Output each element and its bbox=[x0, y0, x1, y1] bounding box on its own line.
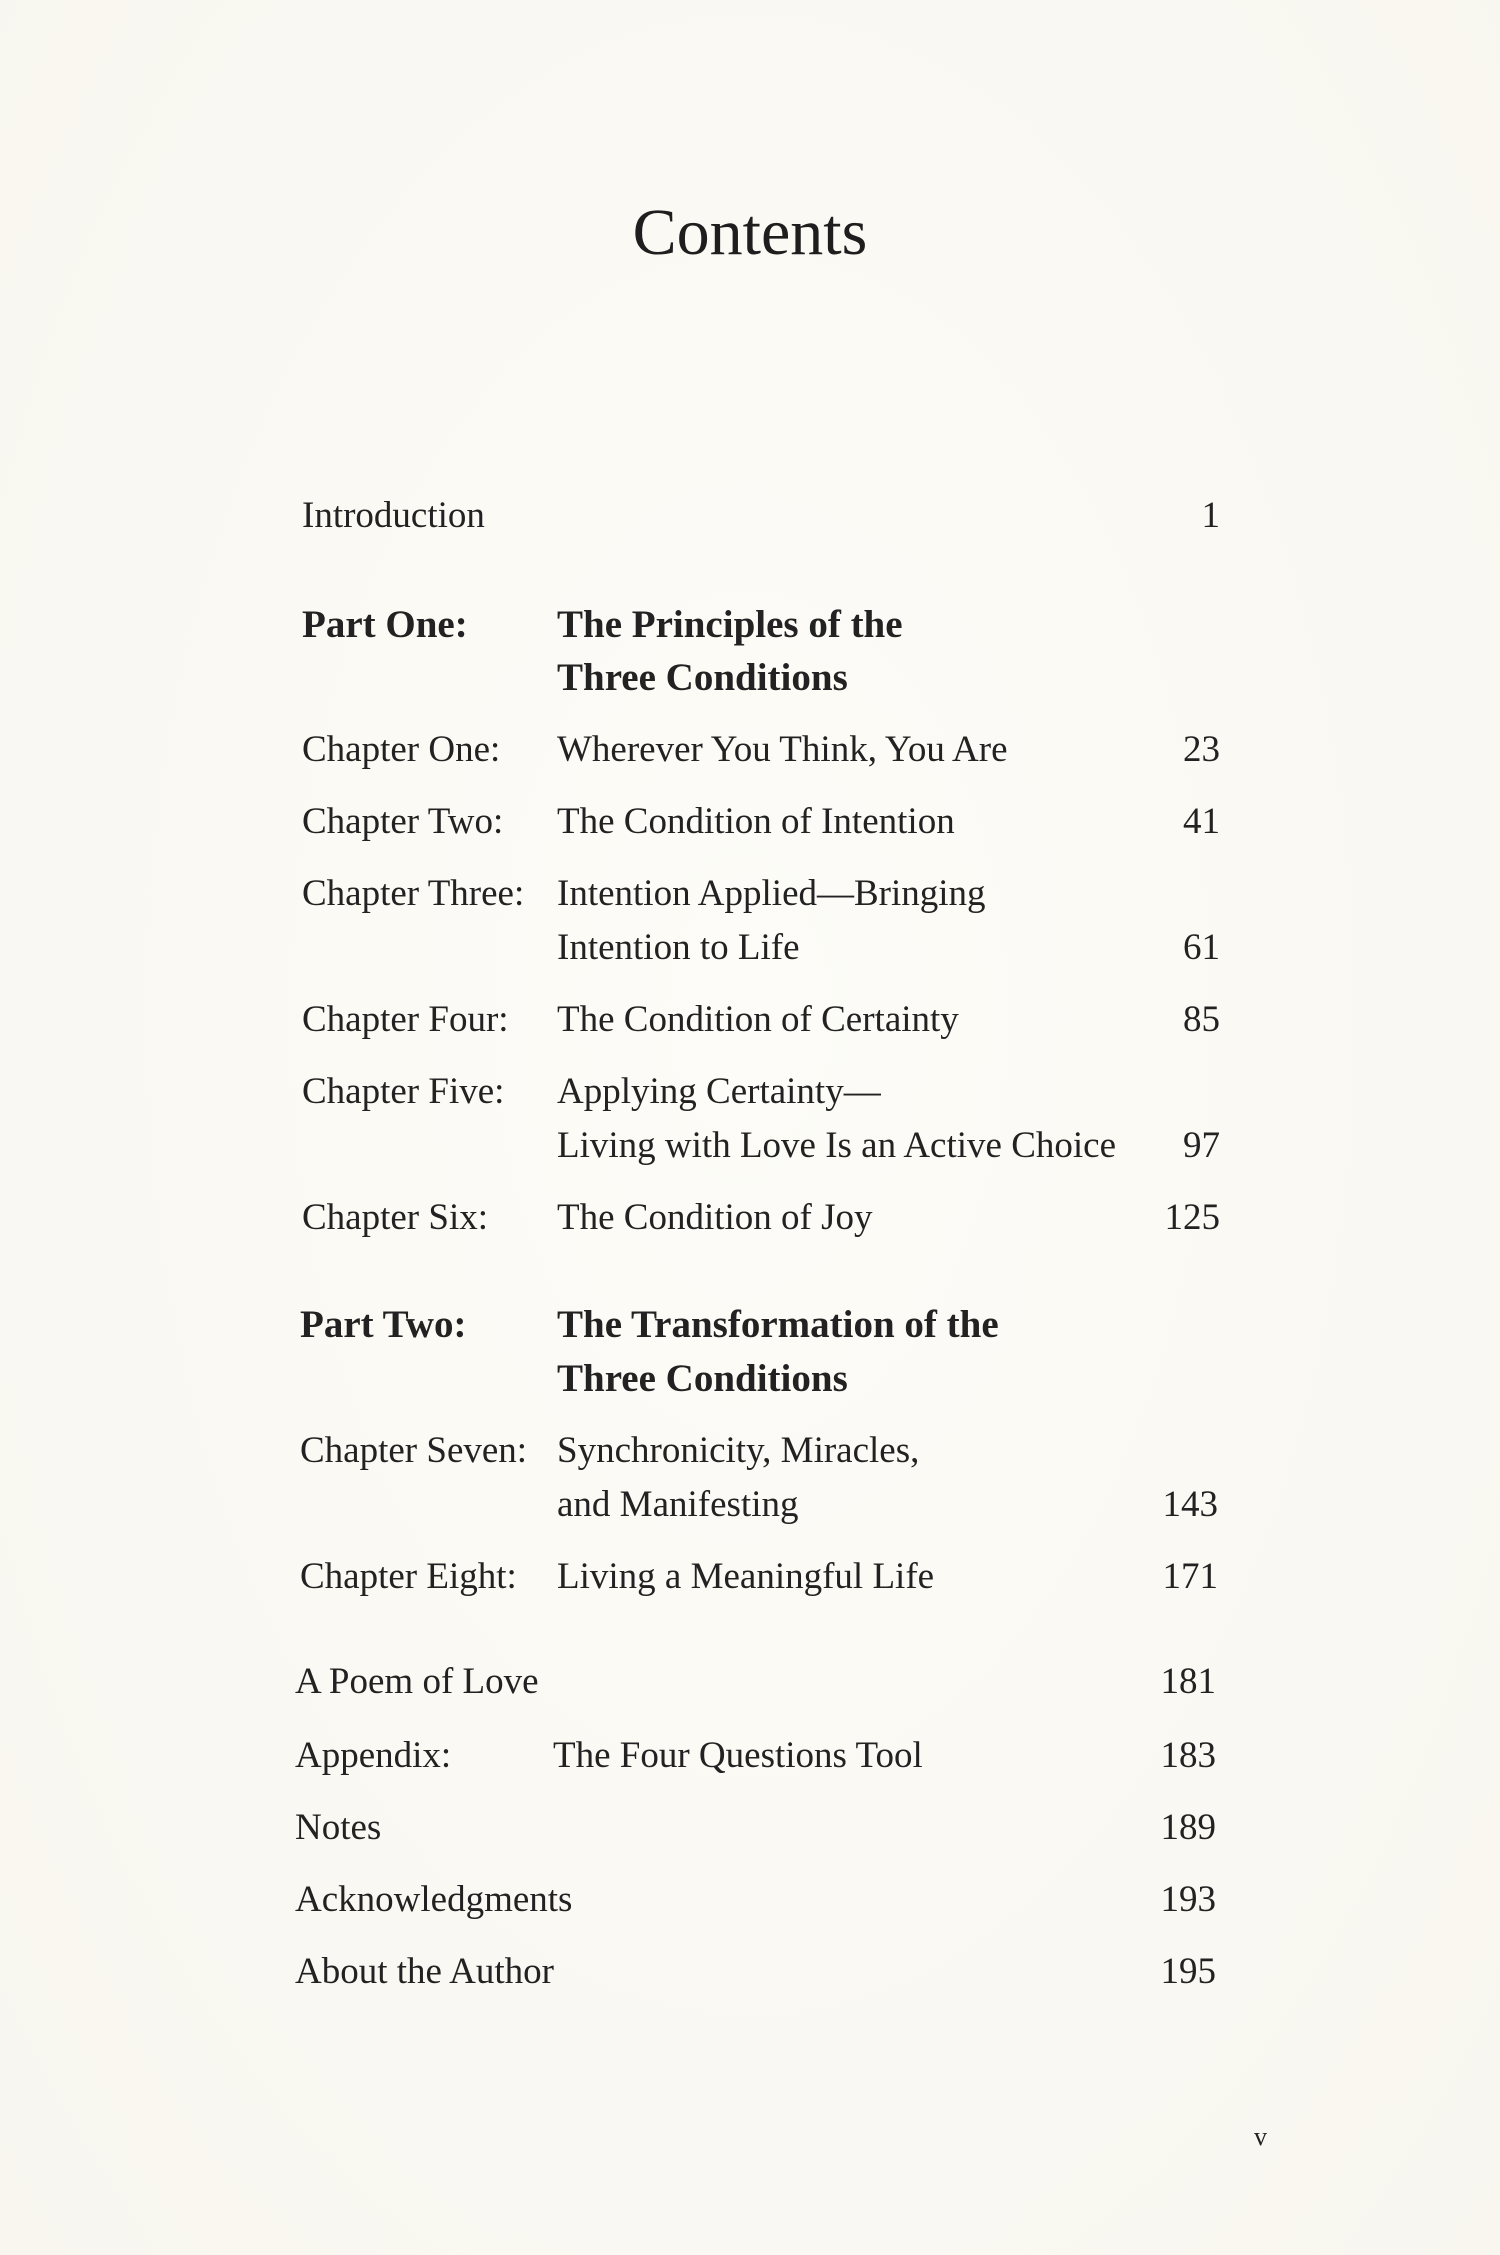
part-label: Part Two: bbox=[300, 1303, 467, 1346]
part-label: Part One: bbox=[302, 603, 468, 646]
folio-page-number: v bbox=[1254, 2122, 1267, 2151]
entry-title: The Four Questions Tool bbox=[553, 1735, 923, 1776]
entry-label: Chapter Eight: bbox=[300, 1556, 517, 1597]
part-title-line1: The Transformation of the bbox=[557, 1303, 999, 1346]
entry-title-line2: Intention to Life bbox=[557, 927, 800, 968]
entry-label: Appendix: bbox=[295, 1735, 452, 1776]
page-number: 189 bbox=[1160, 1807, 1216, 1848]
page-title: Contents bbox=[632, 196, 868, 269]
entry-title-line1: Intention Applied—Bringing bbox=[557, 873, 986, 914]
entry-label: Chapter Three: bbox=[302, 873, 525, 914]
page-number: 125 bbox=[1164, 1197, 1220, 1238]
page-number: 181 bbox=[1160, 1661, 1216, 1702]
entry-title: The Condition of Joy bbox=[557, 1197, 873, 1238]
page-number: 23 bbox=[1183, 729, 1220, 770]
page-number: 41 bbox=[1183, 801, 1220, 842]
entry-label: About the Author bbox=[295, 1951, 554, 1992]
entry-label: Chapter Five: bbox=[302, 1071, 505, 1112]
page-number: 193 bbox=[1160, 1879, 1216, 1920]
entry-label: Chapter One: bbox=[302, 729, 501, 770]
entry-title: Wherever You Think, You Are bbox=[557, 729, 1008, 770]
entry-title: The Condition of Certainty bbox=[557, 999, 959, 1040]
entry-label: Acknowledgments bbox=[295, 1879, 573, 1920]
page-number: 183 bbox=[1160, 1735, 1216, 1776]
entry-title-line2: and Manifesting bbox=[557, 1484, 799, 1525]
entry-label: Chapter Two: bbox=[302, 801, 504, 842]
page-number: 85 bbox=[1183, 999, 1220, 1040]
entry-label: Introduction bbox=[302, 495, 485, 536]
page-number: 97 bbox=[1183, 1125, 1220, 1166]
page-number: 143 bbox=[1162, 1484, 1218, 1525]
page-number: 1 bbox=[1201, 495, 1220, 536]
entry-label: Notes bbox=[295, 1807, 382, 1848]
entry-label: Chapter Seven: bbox=[300, 1430, 528, 1471]
page-number: 195 bbox=[1160, 1951, 1216, 1992]
page-number: 171 bbox=[1162, 1556, 1218, 1597]
entry-title: The Condition of Intention bbox=[557, 801, 955, 842]
entry-label: Chapter Six: bbox=[302, 1197, 489, 1238]
entry-label: A Poem of Love bbox=[295, 1661, 539, 1702]
page-number: 61 bbox=[1183, 927, 1220, 968]
entry-label: Chapter Four: bbox=[302, 999, 509, 1040]
part-title-line1: The Principles of the bbox=[557, 603, 903, 646]
entry-title: Living a Meaningful Life bbox=[557, 1556, 935, 1597]
entry-title-line2: Living with Love Is an Active Choice bbox=[557, 1125, 1116, 1166]
entry-title-line1: Applying Certainty— bbox=[557, 1071, 881, 1112]
entry-title-line1: Synchronicity, Miracles, bbox=[557, 1430, 920, 1471]
part-title-line2: Three Conditions bbox=[557, 1357, 848, 1400]
part-title-line2: Three Conditions bbox=[557, 656, 848, 699]
